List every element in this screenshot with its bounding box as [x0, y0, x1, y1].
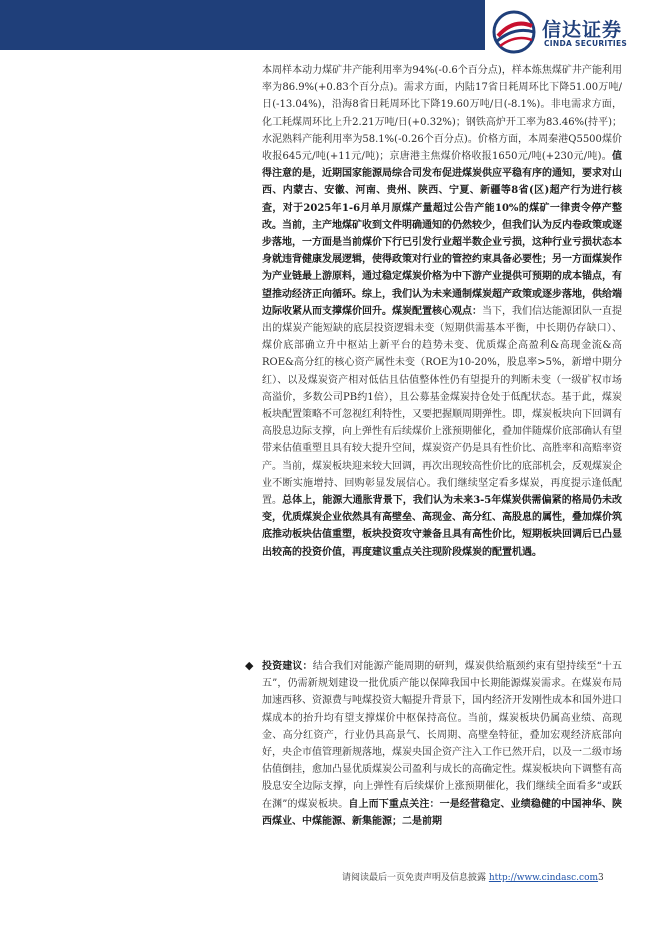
header-band — [0, 0, 485, 50]
para2-text: 结合我们对能源产能周期的研判，煤炭供给瓶颈约束有望持续至“十五五”，仍需新规划建设一批优质产能以保障我国中长期能源煤炭需求。在煤炭布局加速西移、资源费与吨煤投资大幅提升背景下，国内经济开发刚性成本和国外进口煤成本的抬升均有望支撑煤价中枢保持高位。当前，煤炭板块仍属高业绩、高现金、高分红资产，行业仍具高景气、长周期、高壁垒特征，叠加宏观经济底部向好，央企市值管理新规落地，煤炭央国企资产注入工作已然开启，以及一二级市场估值倒挂，愈加凸显优质煤炭公司盈利与成长的高确定性。煤炭板块向下调整有高股息安全边际支撑，向上弹性有后续煤价上涨预期催化，我们继续全面看多“或跃在渊”的煤炭板块。 — [262, 661, 622, 810]
footer — [342, 870, 604, 883]
bullet-diamond-icon: ◆ — [245, 659, 254, 672]
invest-label: 投资建议： — [262, 661, 313, 672]
para1-bold-c: 总体上，能源大通胀背景下，我们认为未来3-5年煤炭供需偏紧的格局仍未改变，优质煤炭企业依然具有高壁垒、高现金、高分红、高股息的属性，叠加煤价筑底推动板块估值重塑，板块投资攻守兼备且具有高性价比，短期板块回调后已凸显出较高的投资价值，再度建议重点关注现阶段煤炭的配置机遇。 — [262, 495, 622, 558]
para1-text-a: 本周样本动力煤矿井产能利用率为94%(-0.6个百分点)，样本炼焦煤矿井产能利用率为86.9%(+0.83个百分点)。需求方面，内陆17省日耗周环比下降51.00万吨/日(-13.04%)，沿海8省日耗周环比下降19.60万吨/日(-8.1%)。非电需求方面，化工耗煤周环比上升2.21万吨/日(+0.32%)；钢铁高炉开工率为83.46%(持平)；水泥熟料产能利用率为58.1%(-0.26个百分点)。价格方面，本周秦港Q5500煤价收报645元/吨(+11元/吨)；京唐港主焦煤价格收报1650元/吨(+230元/吨)。 — [262, 65, 622, 163]
para1-bold-a: 值得注意的是，近期国家能源局综合司发布促进煤炭供应平稳有序的通知，要求对山西、内蒙古、安徽、河南、贵州、陕西、宁夏、新疆等8省(区)超产行为进行核查，对于2025年1-6月单月原煤产量超过公告产能10%的煤矿一律责令停产整改。当前，主产地煤矿收到文件明确通知的仍然较少，但我们认为反内卷政策或逐步落地，一方面是当前煤价下行已引发行业超半数企业亏损，这种行业亏损状态本身就违背健康发展逻辑，使得政策对行业的管控约束具备必要性；另一方面煤炭作为产业链最上游原料，通过稳定煤炭价格为中下游产业提供可预期的成本锚点，有望推动经济正向循环。综上，我们认为未来通制煤炭超产政策或逐步落地，供给端边际收紧从而支撑煤价回升。 — [262, 151, 622, 317]
body-paragraph-1 — [262, 62, 622, 561]
para1-bold-b: 煤炭配置核心观点： — [392, 305, 482, 317]
investment-advice-paragraph — [262, 658, 622, 830]
para1-text-b: 当下，我们信达能源团队一直提出的煤炭产能短缺的底层投资逻辑未变（短期供需基本平衡，中长期仍存缺口）、煤价底部确立升中枢站上新平台的趋势未变、优质煤企高盈利&高现金流&高ROE&高分红的核心资产属性未变（ROE为10-20%，股息率>5%，新增中期分红）、以及煤炭资产相对低估且估值整体性仍有望提升的判断未变（一级矿权市场高溢价，多数公司PB约1倍），且公募基金煤炭持仓处于低配状态。基于此，煤炭板块配置策略不可忽视红利特性，又要把握顺周期弹性。即，煤炭板块向下回调有高股息边际支撑，向上弹性有后续煤价上涨预期催化，叠加伴随煤价底部确认有望带来估值重塑且具有较大提升空间，煤炭资产仍是具有性价比、高胜率和高赔率资产。当前，煤炭板块迎来较大回调，再次出现较高性价比的底部机会，反观煤炭企业不断实施增持、回购彰显发展信心。我们继续坚定看多煤炭，再度提示逢低配置。 — [262, 305, 622, 507]
page-number: 3 — [598, 873, 604, 883]
para2-bold: 自上而下重点关注：一是经营稳定、业绩稳健的中国神华、陕西煤业、中煤能源、新集能源；二是前期 — [262, 798, 622, 827]
footer-link[interactable]: http://www.cindasc.com — [488, 873, 599, 883]
logo-text-en: CINDA SECURITIES — [544, 39, 628, 48]
logo-text-cn: 信达证券 — [542, 19, 623, 41]
company-logo — [492, 10, 652, 50]
logo-ring-icon — [492, 10, 536, 54]
footer-disclaimer: 请阅读最后一页免责声明及信息披露 — [342, 873, 489, 883]
